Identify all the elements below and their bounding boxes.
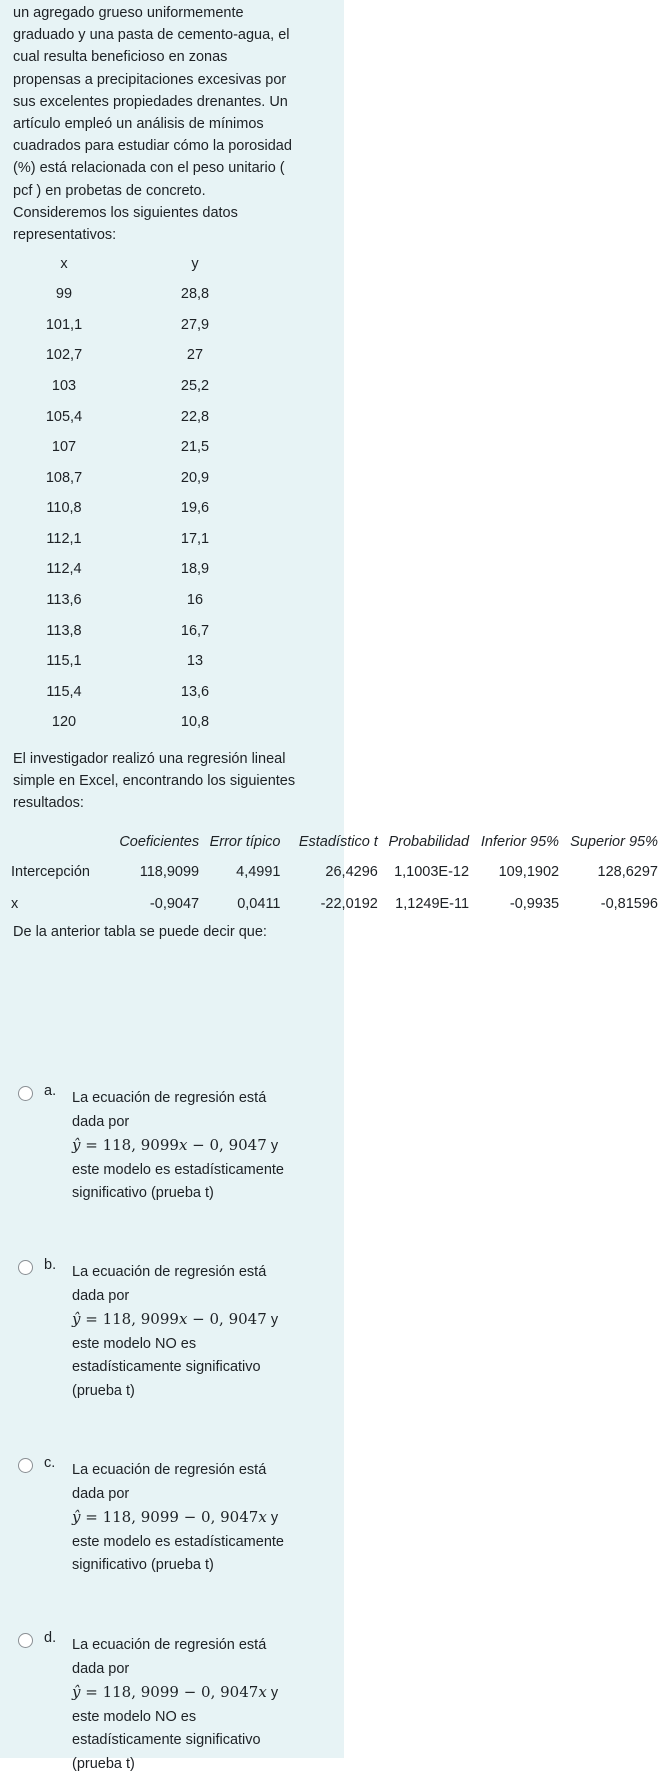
results-cell: 0,0411 — [204, 888, 285, 920]
data-row — [13, 646, 255, 677]
data-cell-x: 107 — [13, 432, 105, 463]
data-row — [13, 707, 255, 738]
option-b-formula: ŷ = 118, 9099x − 0, 9047 y — [72, 1308, 332, 1333]
option-c-line1: La ecuación de regresión está — [72, 1459, 332, 1483]
intro-line: representativos: — [13, 224, 325, 246]
data-cell-y: 20,9 — [105, 462, 255, 493]
data-cell-y: 19,6 — [105, 493, 255, 524]
intro-line: artículo empleó un análisis de mínimos — [13, 113, 325, 135]
intro-line: cuadrados para estudiar cómo la porosidad — [13, 135, 325, 157]
option-c-line2: dada por — [72, 1483, 332, 1507]
results-cell: -0,81596 — [564, 888, 663, 920]
option-a-line4: este modelo es estadísticamente — [72, 1159, 332, 1183]
results-cell: 118,9099 — [106, 856, 204, 888]
header-x: x — [13, 248, 105, 279]
option-d-line5: estadísticamente significativo — [72, 1729, 332, 1753]
results-header-cell: Superior 95% — [564, 828, 663, 856]
data-cell-x: 105,4 — [13, 401, 105, 432]
data-cell-x: 102,7 — [13, 340, 105, 371]
data-row — [13, 279, 255, 310]
results-cell: 1,1249E-11 — [383, 888, 474, 920]
results-row — [11, 856, 663, 888]
option-a-radio[interactable] — [18, 1086, 33, 1101]
option-d-text[interactable] — [72, 1634, 332, 1776]
option-b-radio[interactable] — [18, 1260, 33, 1275]
data-cell-x: 103 — [13, 371, 105, 402]
data-cell-x: 113,8 — [13, 615, 105, 646]
intro-line: propensas a precipitaciones excesivas por — [13, 69, 325, 91]
data-cell-y: 28,8 — [105, 279, 255, 310]
option-d-line4: este modelo NO es — [72, 1706, 332, 1730]
data-cell-y: 18,9 — [105, 554, 255, 585]
option-c-line5: significativo (prueba t) — [72, 1554, 332, 1578]
option-a-line5: significativo (prueba t) — [72, 1182, 332, 1206]
data-cell-y: 17,1 — [105, 524, 255, 555]
option-d-radio[interactable] — [18, 1633, 33, 1648]
data-row — [13, 309, 255, 340]
description-line: resultados: — [13, 792, 325, 814]
data-row — [13, 371, 255, 402]
option-b-line5: estadísticamente significativo — [72, 1356, 332, 1380]
data-cell-x: 115,4 — [13, 677, 105, 708]
intro-line: un agregado grueso uniformemente — [13, 2, 325, 24]
intro-line: Consideremos los siguientes datos — [13, 202, 325, 224]
option-a-text[interactable] — [72, 1087, 332, 1206]
option-b-line6: (prueba t) — [72, 1380, 332, 1404]
option-b-text[interactable] — [72, 1261, 332, 1403]
results-row-label: x — [11, 888, 106, 920]
data-cell-y: 27 — [105, 340, 255, 371]
intro-line: graduado y una pasta de cemento-agua, el — [13, 24, 325, 46]
data-cell-y: 25,2 — [105, 371, 255, 402]
description-line: simple en Excel, encontrando los siguientes — [13, 770, 325, 792]
data-cell-y: 13,6 — [105, 677, 255, 708]
results-cell: 128,6297 — [564, 856, 663, 888]
intro-line: cual resulta beneficioso en zonas — [13, 46, 325, 68]
regression-description — [13, 748, 325, 815]
data-cell-y: 16 — [105, 585, 255, 616]
data-table-header — [13, 248, 255, 279]
intro-line: pcf ) en probetas de concreto. — [13, 180, 325, 202]
results-header-cell: Coeficientes — [106, 828, 204, 856]
data-row — [13, 524, 255, 555]
data-cell-x: 110,8 — [13, 493, 105, 524]
results-cell: 4,4991 — [204, 856, 285, 888]
intro-line: (%) está relacionada con el peso unitario ( — [13, 157, 325, 179]
data-cell-y: 21,5 — [105, 432, 255, 463]
question-intro — [13, 0, 325, 246]
option-b-letter: b. — [44, 1257, 56, 1273]
data-cell-x: 101,1 — [13, 309, 105, 340]
option-a-formula: ŷ = 118, 9099x − 0, 9047 y — [72, 1134, 332, 1159]
option-c-text[interactable] — [72, 1459, 332, 1578]
intro-line: sus excelentes propiedades drenantes. Un — [13, 91, 325, 113]
results-row — [11, 888, 663, 920]
data-cell-x: 99 — [13, 279, 105, 310]
results-header-cell: Error típico — [204, 828, 285, 856]
results-cell: 1,1003E-12 — [383, 856, 474, 888]
header-y: y — [105, 248, 255, 279]
option-b-line1: La ecuación de regresión está — [72, 1261, 332, 1285]
option-a-line1: La ecuación de regresión está — [72, 1087, 332, 1111]
option-b-line2: dada por — [72, 1285, 332, 1309]
results-header-row — [11, 828, 663, 856]
option-d-letter: d. — [44, 1630, 56, 1646]
regression-results-table — [11, 828, 663, 920]
data-cell-y: 16,7 — [105, 615, 255, 646]
data-row — [13, 401, 255, 432]
results-header-cell: Probabilidad — [383, 828, 474, 856]
results-header-cell: Inferior 95% — [474, 828, 564, 856]
data-cell-x: 112,4 — [13, 554, 105, 585]
data-cell-x: 113,6 — [13, 585, 105, 616]
results-cell: 26,4296 — [286, 856, 383, 888]
data-row — [13, 462, 255, 493]
data-cell-x: 108,7 — [13, 462, 105, 493]
results-header-cell — [11, 828, 106, 856]
question-content — [13, 0, 663, 940]
data-row — [13, 615, 255, 646]
results-row-label: Intercepción — [11, 856, 106, 888]
data-table — [13, 248, 255, 738]
option-d-line6: (prueba t) — [72, 1753, 332, 1776]
data-cell-y: 22,8 — [105, 401, 255, 432]
results-cell: -22,0192 — [286, 888, 383, 920]
results-cell: -0,9047 — [106, 888, 204, 920]
results-header-cell: Estadístico t — [286, 828, 383, 856]
data-cell-y: 13 — [105, 646, 255, 677]
data-cell-y: 10,8 — [105, 707, 255, 738]
option-c-radio[interactable] — [18, 1458, 33, 1473]
data-cell-x: 120 — [13, 707, 105, 738]
data-cell-y: 27,9 — [105, 309, 255, 340]
option-c-line4: este modelo es estadísticamente — [72, 1531, 332, 1555]
question-prompt: De la anterior tabla se puede decir que: — [13, 924, 663, 940]
description-line: El investigador realizó una regresión lineal — [13, 748, 325, 770]
option-d-line1: La ecuación de regresión está — [72, 1634, 332, 1658]
results-cell: 109,1902 — [474, 856, 564, 888]
data-row — [13, 677, 255, 708]
data-row — [13, 554, 255, 585]
data-cell-x: 115,1 — [13, 646, 105, 677]
option-a-line2: dada por — [72, 1111, 332, 1135]
data-row — [13, 340, 255, 371]
option-a-letter: a. — [44, 1083, 56, 1099]
data-row — [13, 585, 255, 616]
option-d-line2: dada por — [72, 1658, 332, 1682]
data-row — [13, 432, 255, 463]
data-cell-x: 112,1 — [13, 524, 105, 555]
option-c-formula: ŷ = 118, 9099 − 0, 9047x y — [72, 1506, 332, 1531]
data-row — [13, 493, 255, 524]
option-b-line4: este modelo NO es — [72, 1333, 332, 1357]
option-d-formula: ŷ = 118, 9099 − 0, 9047x y — [72, 1681, 332, 1706]
results-cell: -0,9935 — [474, 888, 564, 920]
option-c-letter: c. — [44, 1455, 55, 1471]
